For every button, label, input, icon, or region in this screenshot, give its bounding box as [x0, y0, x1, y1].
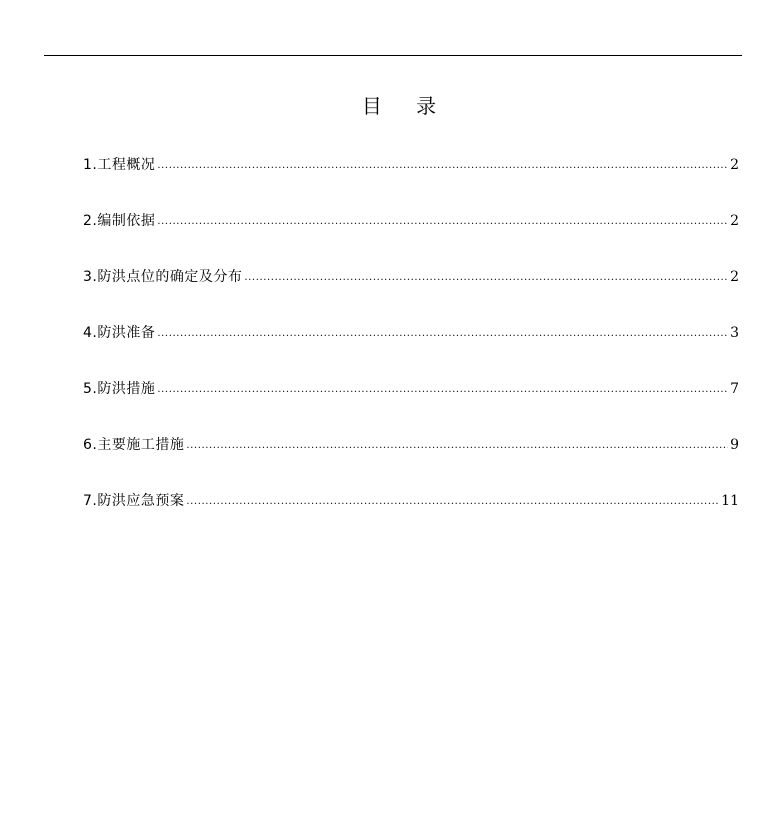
toc-dot-leader	[157, 375, 728, 401]
header-rule	[44, 55, 742, 56]
toc-entry-label: 3.防洪点位的确定及分布	[83, 269, 243, 285]
toc-page-number: 2	[730, 157, 739, 173]
toc-list	[83, 152, 739, 544]
toc-dot-leader	[157, 319, 728, 345]
toc-entry[interactable]	[83, 152, 739, 178]
toc-page-number: 9	[730, 437, 739, 453]
toc-entry[interactable]	[83, 320, 739, 346]
toc-dot-leader	[186, 431, 728, 457]
toc-page-number: 3	[730, 325, 739, 341]
toc-entry-label: 7.防洪应急预案	[83, 493, 185, 509]
toc-page-number: 2	[730, 269, 739, 285]
toc-dot-leader	[157, 151, 728, 177]
toc-entry-label: 4.防洪准备	[83, 325, 156, 341]
toc-dot-leader	[244, 263, 728, 289]
toc-dot-leader	[186, 487, 719, 513]
toc-entry[interactable]	[83, 376, 739, 402]
toc-entry-label: 1.工程概况	[83, 157, 156, 173]
toc-page-number: 11	[721, 493, 739, 509]
toc-title: 目 录	[361, 94, 451, 118]
toc-entry-label: 5.防洪措施	[83, 381, 156, 397]
toc-page-number: 2	[730, 213, 739, 229]
toc-dot-leader	[157, 207, 728, 233]
toc-entry[interactable]	[83, 208, 739, 234]
toc-page-number: 7	[730, 381, 739, 397]
toc-entry[interactable]	[83, 264, 739, 290]
toc-entry-label: 6.主要施工措施	[83, 437, 185, 453]
toc-entry-label: 2.编制依据	[83, 213, 156, 229]
toc-entry[interactable]	[83, 488, 739, 514]
toc-entry[interactable]	[83, 432, 739, 458]
